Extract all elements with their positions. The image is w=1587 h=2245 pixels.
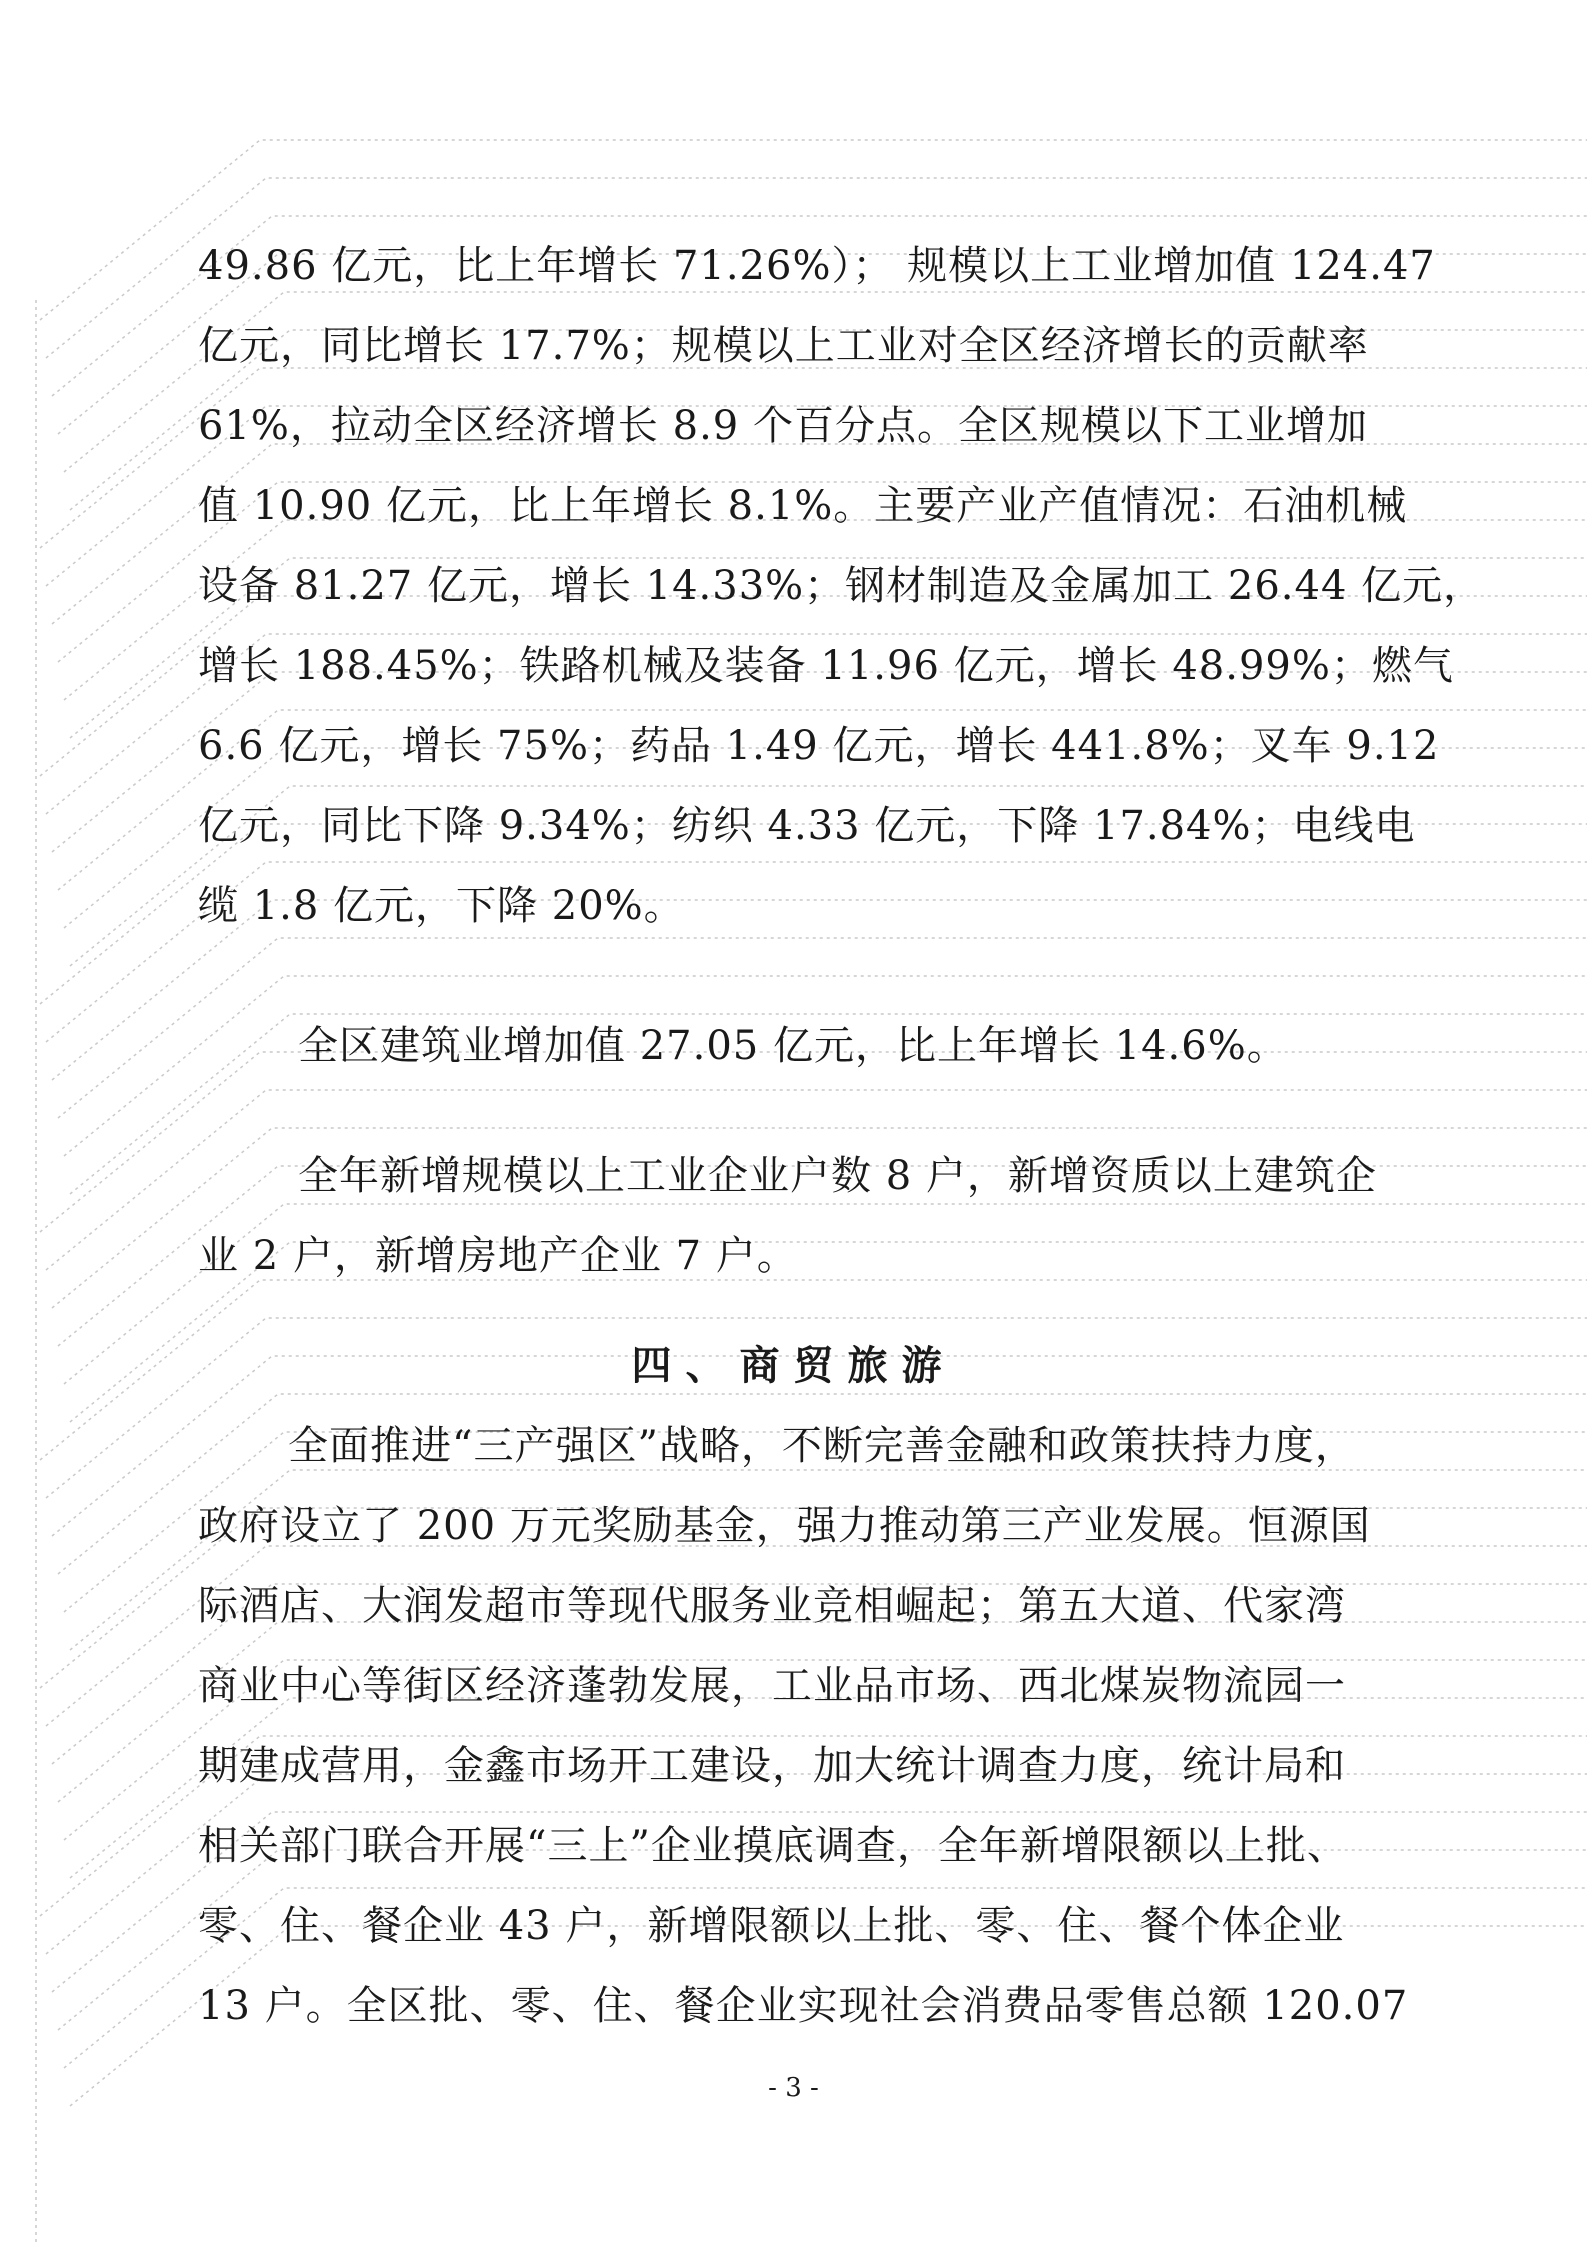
- body-line: 零、住、餐企业 43 户，新增限额以上批、零、住、餐个体企业: [198, 1903, 1345, 1949]
- body-line: 亿元，同比增长 17.7%；规模以上工业对全区经济增长的贡献率: [198, 323, 1369, 369]
- body-line: 全面推进“三产强区”战略，不断完善金融和政策扶持力度，: [288, 1423, 1356, 1469]
- body-line: 61%，拉动全区经济增长 8.9 个百分点。全区规模以下工业增加: [198, 403, 1368, 449]
- body-line: 6.6 亿元，增长 75%；药品 1.49 亿元，增长 441.8%；叉车 9.12: [198, 723, 1440, 769]
- watermark-line: [40, 1052, 1587, 1232]
- body-line: 增长 188.45%；铁路机械及装备 11.96 亿元，增长 48.99%；燃气: [198, 643, 1454, 689]
- body-line: 全年新增规模以上工业企业户数 8 户，新增资质以上建筑企: [298, 1153, 1377, 1199]
- body-line: 49.86 亿元，比上年增长 71.26%）； 规模以上工业增加值 124.47: [198, 243, 1436, 289]
- body-line: 值 10.90 亿元，比上年增长 8.1%。主要产业产值情况：石油机械: [198, 483, 1408, 529]
- body-line: 业 2 户，新增房地产企业 7 户。: [198, 1233, 798, 1279]
- body-line: 政府设立了 200 万元奖励基金，强力推动第三产业发展。恒源国: [198, 1503, 1371, 1549]
- page-number: - 3 -: [768, 2073, 819, 2103]
- body-line: 全区建筑业增加值 27.05 亿元，比上年增长 14.6%。: [298, 1023, 1288, 1069]
- body-line: 13 户。全区批、零、住、餐企业实现社会消费品零售总额 120.07: [198, 1983, 1409, 2029]
- body-line: 际酒店、大润发超市等现代服务业竞相崛起；第五大道、代家湾: [198, 1583, 1346, 1629]
- body-line: 亿元，同比下降 9.34%；纺织 4.33 亿元，下降 17.84%；电线电: [198, 803, 1416, 849]
- body-line: 缆 1.8 亿元，下降 20%。: [198, 883, 685, 929]
- body-line: 设备 81.27 亿元，增长 14.33%；钢材制造及金属加工 26.44 亿元，: [198, 563, 1485, 609]
- body-line: 期建成营用，金鑫市场开工建设，加大统计调查力度，统计局和: [198, 1743, 1346, 1789]
- section-heading: 四、商贸旅游: [631, 1343, 956, 1389]
- body-line: 相关部门联合开展“三上”企业摸底调查，全年新增限额以上批、: [198, 1823, 1348, 1869]
- body-line: 商业中心等街区经济蓬勃发展，工业品市场、西北煤炭物流园一: [198, 1663, 1346, 1709]
